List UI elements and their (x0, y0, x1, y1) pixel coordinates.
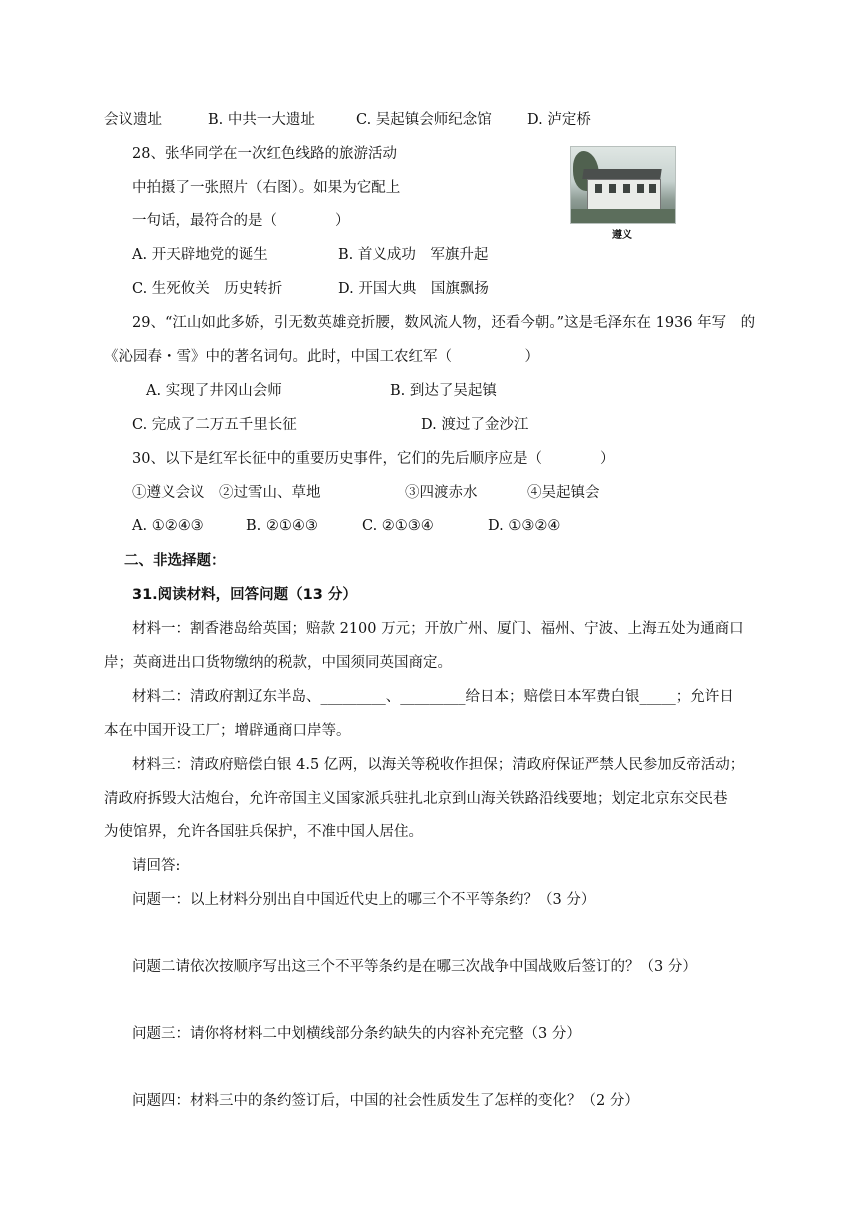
q29-option-d: D. 渡过了金沙江 (421, 417, 529, 433)
q30-option-b: B. ②①④③ (246, 518, 318, 534)
material3-line3: 为使馆界，允许各国驻兵保护，不准中国人居住。 (104, 824, 423, 840)
q28-option-b: B. 首义成功 军旗升起 (338, 247, 489, 263)
q27-tail-a: 会议遗址 (104, 112, 162, 128)
q30-option-c: C. ②①③④ (362, 518, 434, 534)
zunyi-building-photo (570, 146, 676, 224)
q27-option-c: C. 吴起镇会师纪念馆 (356, 112, 492, 128)
section-heading: 二、非选择题： (124, 553, 226, 569)
material2-line2: 本在中国开设工厂；增辟通商口岸等。 (104, 723, 351, 739)
material3-line1: 材料三：清政府赔偿白银 4.5 亿两，以海关等税收作担保；清政府保证严禁人民参加反帝活动； (132, 757, 745, 773)
question-2: 问题二请依次按顺序写出这三个不平等条约是在哪三次战争中国战败后签订的？（3 分） (132, 959, 697, 975)
q29-stem-line2: 《沁园春・雪》中的著名词句。此时，中国工农红军（ ） (104, 349, 539, 365)
q29-stem-line1: 29、“江山如此多娇，引无数英雄竞折腰，数风流人物，还看今朝。”这是毛泽东在 1936 年写 的 (132, 315, 756, 331)
q27-option-b: B. 中共一大遗址 (208, 112, 315, 128)
q27-option-d: D. 泸定桥 (527, 112, 591, 128)
question-1: 问题一：以上材料分别出自中国近代史上的哪三个不平等条约？（3 分） (132, 892, 596, 908)
q30-events-1: ①遵义会议 ②过雪山、草地 (132, 485, 321, 501)
material1-line2: 岸；英商进出口货物缴纳的税款，中国须同英国商定。 (104, 655, 452, 671)
q28-stem-line1: 28、张华同学在一次红色线路的旅游活动 (132, 146, 397, 162)
q28-option-a: A. 开天辟地党的诞生 (132, 247, 268, 263)
material2-line1: 材料二：清政府割辽东半岛、_________、_________给日本；赔偿日本军费白银_____；允许日 (132, 689, 734, 705)
q30-stem: 30、以下是红军长征中的重要历史事件，它们的先后顺序应是（ ） (132, 451, 615, 467)
question-3: 问题三：请你将材料二中划横线部分条约缺失的内容补充完整（3 分） (132, 1026, 581, 1042)
please-answer: 请回答: (132, 858, 181, 874)
material3-line2: 清政府拆毁大沽炮台，允许帝国主义国家派兵驻扎北京到山海关铁路沿线要地；划定北京东交民巷 (104, 791, 728, 807)
q28-stem-line2: 中拍摄了一张照片（右图）。如果为它配上 (132, 180, 401, 196)
q29-option-a: A. 实现了井冈山会师 (146, 383, 282, 399)
q28-stem-line3: 一句话，最符合的是（ ） (132, 213, 350, 229)
q29-option-b: B. 到达了吴起镇 (390, 383, 497, 399)
photo-caption: 遵义 (612, 230, 632, 241)
material1-line1: 材料一：割香港岛给英国；赔款 2100 万元；开放广州、厦门、福州、宁波、上海五处为通商口 (132, 621, 744, 637)
question-4: 问题四：材料三中的条约签订后，中国的社会性质发生了怎样的变化？（2 分） (132, 1093, 639, 1109)
q29-option-c: C. 完成了二万五千里长征 (132, 417, 297, 433)
q30-events-3: ④吴起镇会 (527, 485, 600, 501)
q30-events-2: ③四渡赤水 (405, 485, 478, 501)
q30-option-a: A. ①②④③ (132, 518, 204, 534)
q30-option-d: D. ①③②④ (488, 518, 561, 534)
q28-option-c: C. 生死攸关 历史转折 (132, 281, 283, 297)
q31-title: 31.阅读材料，回答问题（13 分） (132, 587, 357, 603)
q28-option-d: D. 开国大典 国旗飘扬 (338, 281, 489, 297)
